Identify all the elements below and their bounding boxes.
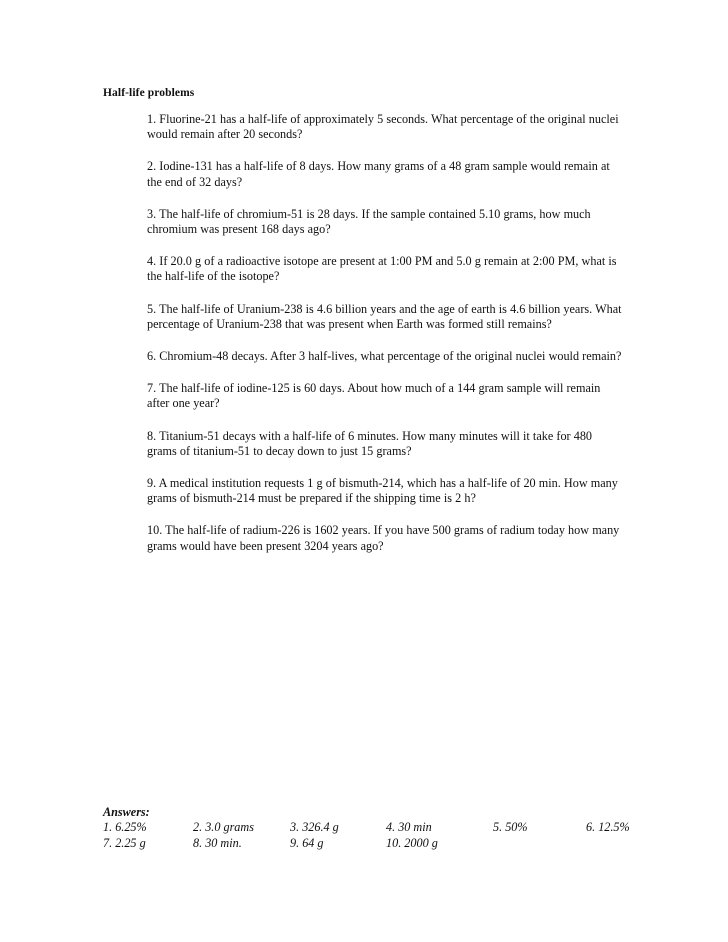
answers-label: Answers: bbox=[103, 805, 150, 819]
answer-cell: 1. 6.25% bbox=[103, 820, 147, 835]
answer-cell: 9. 64 g bbox=[290, 835, 324, 850]
problem-item: 5. The half-life of Uranium-238 is 4.6 billion years and the age of earth is 4.6 billion years. What percentage of Uranium-238 that was present when Earth was formed still remains? bbox=[147, 301, 622, 331]
answer-key bbox=[103, 805, 633, 851]
problem-item: 4. If 20.0 g of a radioactive isotope are present at 1:00 PM and 5.0 g remain at 2:00 PM, what is the half-life of the isotope? bbox=[147, 254, 617, 284]
answer-cell: 10. 2000 g bbox=[386, 835, 438, 850]
answer-cell bbox=[493, 836, 586, 851]
answer-cell: 6. 12.5% bbox=[586, 820, 630, 835]
problem-item: 1. Fluorine-21 has a half-life of approximately 5 seconds. What percentage of the original nuclei would remain after 20 seconds? bbox=[147, 112, 619, 142]
problem-item: 3. The half-life of chromium-51 is 28 days. If the sample contained 5.10 grams, how much chromium was present 168 days ago? bbox=[147, 206, 591, 237]
answer-cell: 4. 30 min bbox=[386, 820, 432, 835]
answer-cell: 8. 30 min. bbox=[193, 835, 242, 850]
answer-cell: 5. 50% bbox=[493, 820, 528, 835]
answer-grid bbox=[103, 820, 633, 851]
problem-item: 2. Iodine-131 has a half-life of 8 days. How many grams of a 48 gram sample would remain at the end of 32 days? bbox=[147, 159, 610, 189]
problem-item: 10. The half-life of radium-226 is 1602 years. If you have 500 grams of radium today how many grams would have been present 3204 years ago? bbox=[147, 523, 620, 553]
problem-item: 9. A medical institution requests 1 g of bismuth-214, which has a half-life of 20 min. How many grams of bismuth-214 must be prepared if the shipping time is 2 h? bbox=[147, 476, 618, 506]
answer-cell: 2. 3.0 grams bbox=[193, 820, 254, 835]
problem-item: 6. Chromium-48 decays. After 3 half-lives, what percentage of the original nuclei would remain? bbox=[147, 349, 622, 364]
answer-cell: 7. 2.25 g bbox=[103, 835, 146, 850]
problem-item: 7. The half-life of iodine-125 is 60 days. About how much of a 144 gram sample will remain after one year? bbox=[147, 381, 601, 411]
problem-item: 8. Titanium-51 decays with a half-life of 6 minutes. How many minutes will it take for 480 grams of titanium-51 to decay down to just 15 grams? bbox=[147, 428, 593, 458]
problem-list bbox=[147, 112, 624, 554]
answer-cell: 3. 326.4 g bbox=[290, 820, 339, 835]
page-title: Half-life problems bbox=[103, 87, 195, 99]
answer-cell bbox=[586, 836, 633, 851]
